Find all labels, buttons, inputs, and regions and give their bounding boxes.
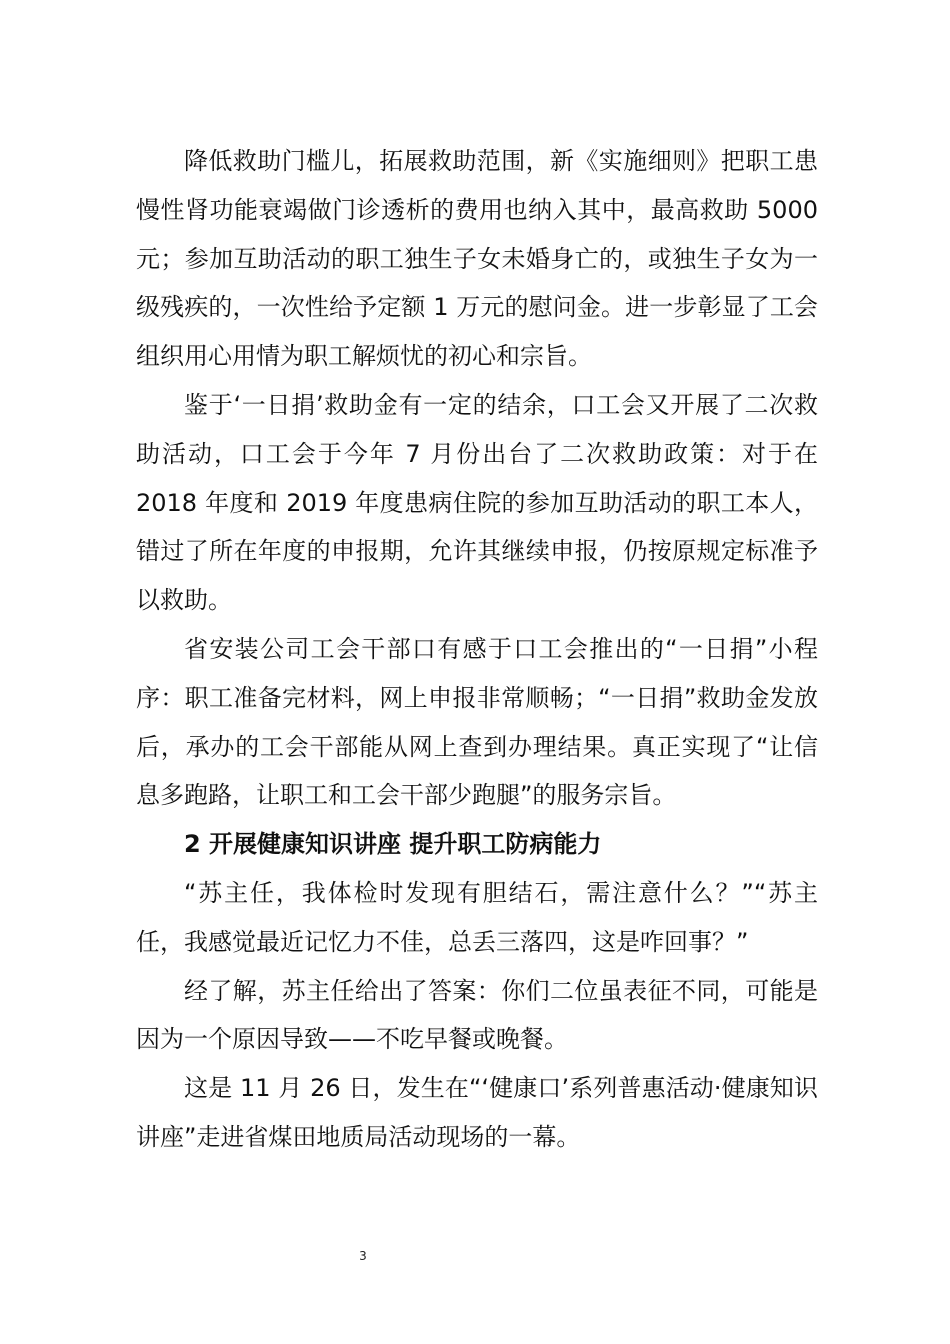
- page-number: 3: [359, 1249, 367, 1263]
- paragraph-relief-threshold: 降低救助门槛儿，拓展救助范围，新《实施细则》把职工患慢性肾功能衰竭做门诊透析的费用也纳入其中，最高救助 5000 元；参加互助活动的职工独生子女未婚身亡的，或独生子女为一级残疾的，一次性给予定额 1 万元的慰问金。进一步彰显了工会组织用心用情为职工解烦忧的初心和宗旨。: [136, 147, 818, 371]
- paragraph-mini-program: 省安装公司工会干部口有感于口工会推出的“一日捐”小程序：职工准备完材料，网上申报非常顺畅；“一日捐”救助金发放后，承办的工会干部能从网上查到办理结果。真正实现了“让信息多跑路，让职工和工会干部少跑腿”的服务宗旨。: [136, 634, 818, 810]
- section-heading: 2 开展健康知识讲座 提升职工防病能力: [184, 830, 602, 859]
- paragraph-second-relief: 鉴于‘一日捐’救助金有一定的结余，口工会又开展了二次救助活动，口工会于今年 7 月份出台了二次救助政策：对于在 2018 年度和 2019 年度患病住院的参加互助活动的职工本人，错过了所在年度的申报期，允许其继续申报，仍按原规定标准予以救助。: [136, 390, 818, 615]
- body-text: [136, 137, 818, 1162]
- paragraph-event: 这是 11 月 26 日，发生在“‘健康口’系列普惠活动·健康知识讲座”走进省煤田地质局活动现场的一幕。: [136, 1074, 818, 1151]
- paragraph-answer: 经了解，苏主任给出了答案：你们二位虽表征不同，可能是因为一个原因导致——不吃早餐或晚餐。: [136, 976, 818, 1054]
- paragraph-questions: “苏主任，我体检时发现有胆结石，需注意什么？”“苏主任，我感觉最近记忆力不佳，总丢三落四，这是咋回事？”: [136, 878, 818, 956]
